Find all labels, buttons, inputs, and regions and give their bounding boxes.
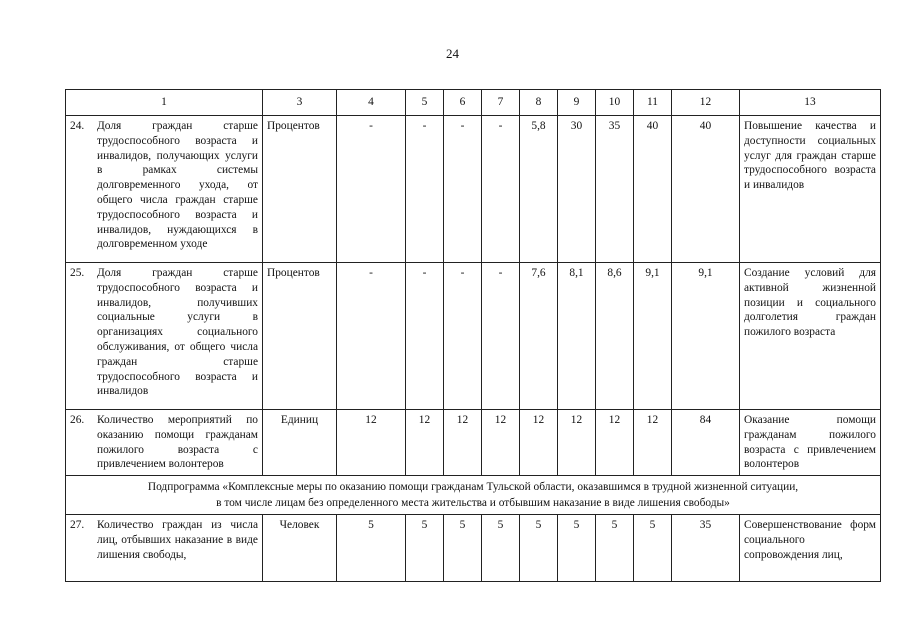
subprogram-title xyxy=(66,476,881,515)
indicator-text: Доля граждан старше трудоспособного возраста и инвалидов, получающих услуги в рамках системы долговременного ухода, от общего числа граждан старше трудоспособного возраста и инвалидов, нуждающихся в долговременном уходе xyxy=(97,120,258,251)
unit-cell: Единиц xyxy=(263,410,337,476)
value-cell: - xyxy=(406,263,444,410)
header-cell: 5 xyxy=(406,90,444,116)
indicator-cell xyxy=(66,116,263,263)
table-row xyxy=(66,116,881,263)
indicator-text: Количество мероприятий по оказанию помощи гражданам пожилого возраста с привлечением волонтеров xyxy=(97,414,258,471)
value-cell: 12 xyxy=(337,410,406,476)
value-cell: 5 xyxy=(444,515,482,582)
value-cell: 12 xyxy=(558,410,596,476)
header-cell: 10 xyxy=(596,90,634,116)
value-cell: 12 xyxy=(482,410,520,476)
indicator-cell xyxy=(66,515,263,582)
value-cell: 8,1 xyxy=(558,263,596,410)
value-cell: 12 xyxy=(406,410,444,476)
row-number: 24. xyxy=(70,120,85,132)
value-cell: 12 xyxy=(596,410,634,476)
row-number: 25. xyxy=(70,267,85,279)
header-cell: 3 xyxy=(263,90,337,116)
table-row xyxy=(66,410,881,476)
value-cell: 84 xyxy=(672,410,740,476)
value-cell: - xyxy=(337,263,406,410)
header-cell: 1 xyxy=(66,90,263,116)
unit-cell: Человек xyxy=(263,515,337,582)
header-cell: 7 xyxy=(482,90,520,116)
value-cell: 5 xyxy=(337,515,406,582)
subprogram-row xyxy=(66,476,881,515)
indicator-cell xyxy=(66,410,263,476)
value-cell: 8,6 xyxy=(596,263,634,410)
value-cell: 5 xyxy=(558,515,596,582)
header-cell: 6 xyxy=(444,90,482,116)
value-cell: 5 xyxy=(520,515,558,582)
header-cell: 8 xyxy=(520,90,558,116)
indicator-text: Доля граждан старше трудоспособного возраста и инвалидов, получивших социальные услуги в организациях социального обслуживания, от общего числа граждан старше трудоспособного возраста и инвалидов xyxy=(97,267,258,398)
header-cell: 11 xyxy=(634,90,672,116)
value-cell: 12 xyxy=(444,410,482,476)
value-cell: 5 xyxy=(596,515,634,582)
header-cell: 12 xyxy=(672,90,740,116)
value-cell: 5,8 xyxy=(520,116,558,263)
value-cell: - xyxy=(444,116,482,263)
unit-cell: Процентов xyxy=(263,263,337,410)
table-header-row xyxy=(66,90,881,116)
value-cell: 5 xyxy=(634,515,672,582)
indicator-text: Количество граждан из числа лиц, отбывших наказание в виде лишения свободы, xyxy=(97,519,258,561)
value-cell: 12 xyxy=(634,410,672,476)
subprogram-line: в том числе лицам без определенного места жительства и отбывшим наказание в виде лишения свободы» xyxy=(216,497,730,510)
goal-cell: Совершенствование форм социального сопровождения лиц, xyxy=(740,515,881,582)
value-cell: 7,6 xyxy=(520,263,558,410)
value-cell: 5 xyxy=(482,515,520,582)
indicator-cell xyxy=(66,263,263,410)
value-cell: 5 xyxy=(406,515,444,582)
row-number: 27. xyxy=(70,519,85,532)
value-cell: 9,1 xyxy=(634,263,672,410)
goal-cell: Оказание помощи гражданам пожилого возраста с привлечением волонтеров xyxy=(740,410,881,476)
indicators-table xyxy=(65,89,881,582)
value-cell: 40 xyxy=(634,116,672,263)
goal-cell: Повышение качества и доступности социальных услуг для граждан старше трудоспособного возраста и инвалидов xyxy=(740,116,881,263)
page-number: 24 xyxy=(446,46,459,61)
subprogram-line: Подпрограмма «Комплексные меры по оказанию помощи гражданам Тульской области, оказавшимся в трудной жизненной ситуации, xyxy=(147,481,799,494)
value-cell: - xyxy=(406,116,444,263)
value-cell: 35 xyxy=(596,116,634,263)
header-cell: 13 xyxy=(740,90,881,116)
value-cell: - xyxy=(337,116,406,263)
table-row xyxy=(66,515,881,582)
value-cell: - xyxy=(482,263,520,410)
value-cell: - xyxy=(444,263,482,410)
header-cell: 4 xyxy=(337,90,406,116)
value-cell: 35 xyxy=(672,515,740,582)
value-cell: 40 xyxy=(672,116,740,263)
table-row xyxy=(66,263,881,410)
header-cell: 9 xyxy=(558,90,596,116)
row-number: 26. xyxy=(70,414,85,426)
unit-cell: Процентов xyxy=(263,116,337,263)
value-cell: 12 xyxy=(520,410,558,476)
goal-cell: Создание условий для активной жизненной позиции и социального долголетия граждан пожилого возраста xyxy=(740,263,881,410)
value-cell: 9,1 xyxy=(672,263,740,410)
value-cell: - xyxy=(482,116,520,263)
value-cell: 30 xyxy=(558,116,596,263)
